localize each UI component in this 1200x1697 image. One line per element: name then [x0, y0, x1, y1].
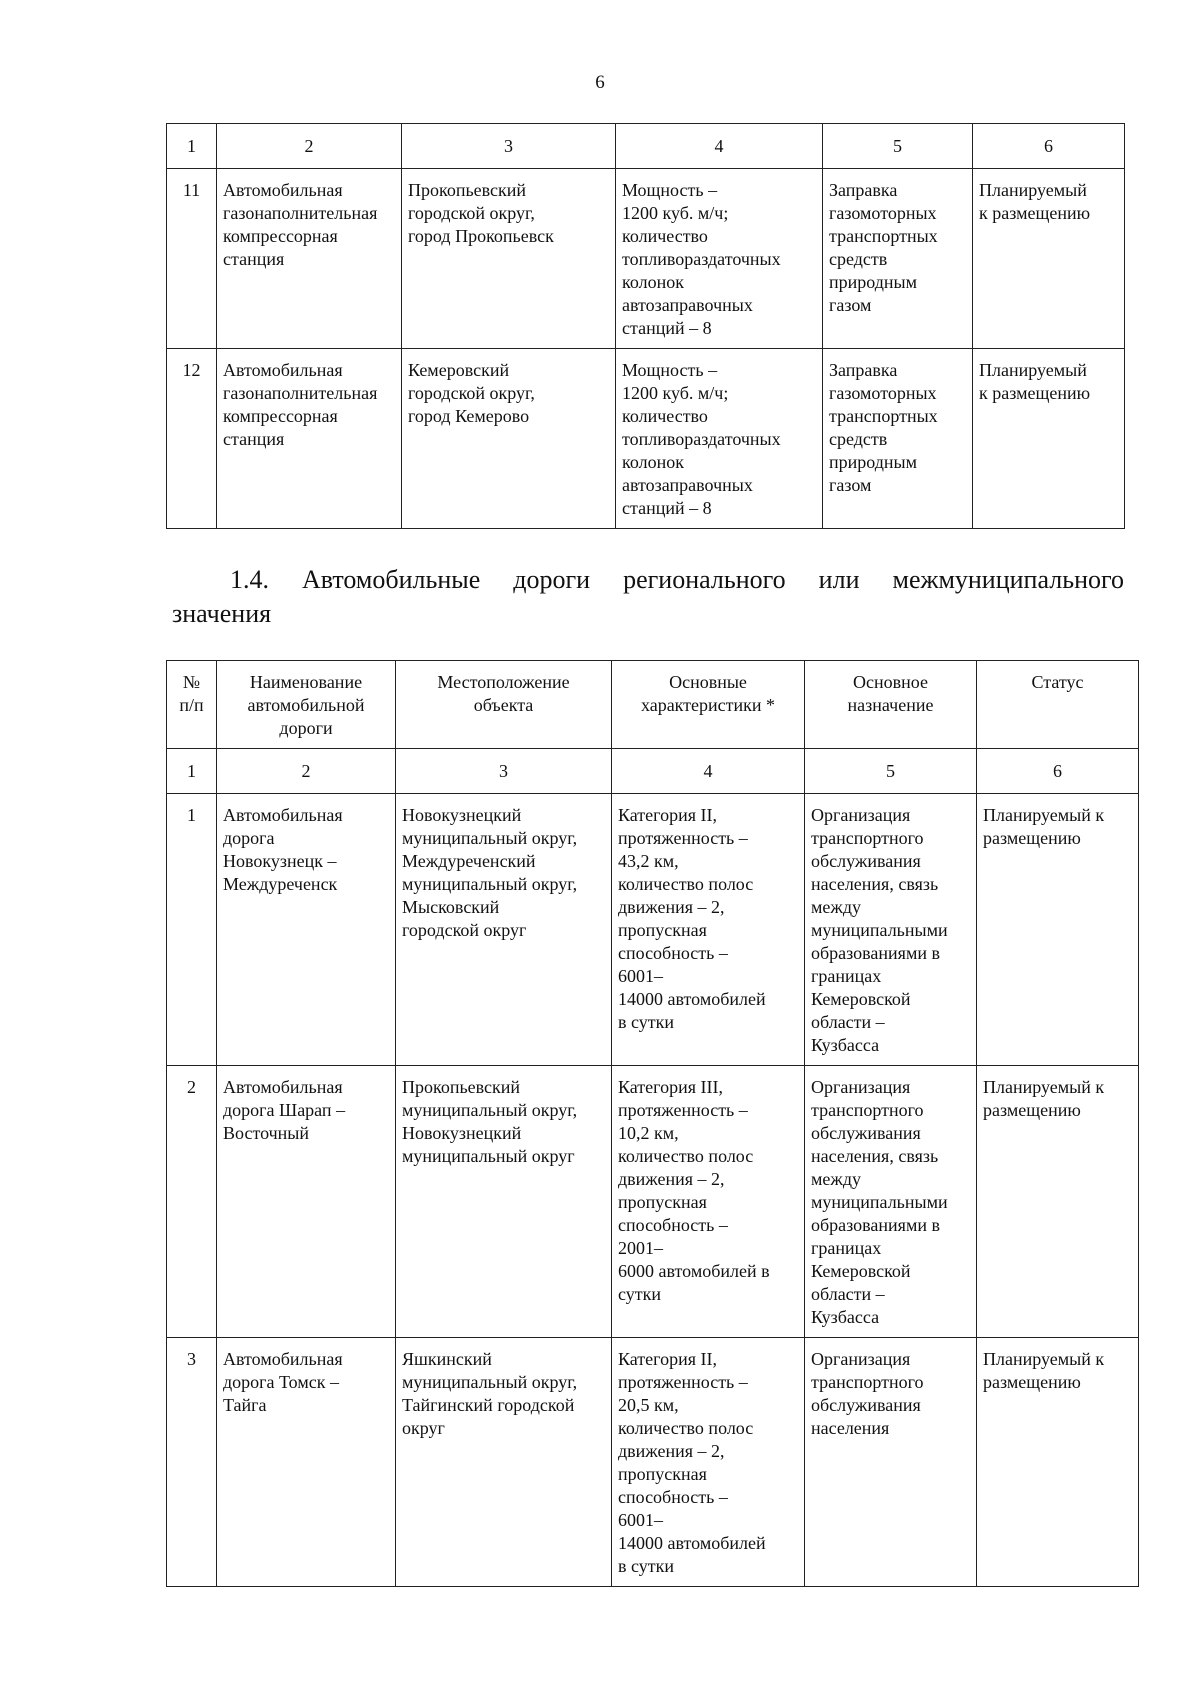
header-purpose [805, 661, 977, 749]
road-characteristics [612, 794, 805, 1066]
section-heading-line: значения [172, 599, 272, 628]
object-purpose [823, 349, 973, 529]
cell-line: способность – [618, 1487, 728, 1507]
cell-line: Кузбасса [811, 1035, 880, 1055]
cell-line: Планируемый к [983, 805, 1105, 825]
table-row [167, 1338, 1139, 1587]
cell-line: Автомобильная [223, 360, 343, 380]
cell-line: газом [829, 475, 872, 495]
cell-line: размещению [983, 1372, 1081, 1392]
column-number: 5 [823, 124, 973, 169]
cell-line: образованиями в [811, 1215, 940, 1235]
cell-line: топливораздаточных [622, 249, 781, 269]
cell-line: Тайга [223, 1395, 267, 1415]
cell-line: протяженность – [618, 1372, 748, 1392]
object-purpose [823, 169, 973, 349]
cell-line: Организация [811, 1077, 911, 1097]
cell-line: автозаправочных [622, 295, 753, 315]
road-name [217, 1338, 396, 1587]
cell-line: Планируемый [979, 360, 1087, 380]
cell-line: Наименование [249, 672, 363, 692]
road-status [977, 1338, 1139, 1587]
road-characteristics [612, 1066, 805, 1338]
cell-line: дороги [279, 718, 333, 738]
cell-line: Основные [669, 672, 747, 692]
object-status [973, 349, 1125, 529]
cell-line: населения, связь [811, 1146, 939, 1166]
cell-line: движения – 2, [618, 1441, 725, 1461]
cell-line: дорога Томск – [223, 1372, 339, 1392]
cell-line: протяженность – [618, 828, 748, 848]
cell-line: Автомобильная [223, 180, 343, 200]
row-number: 1 [167, 794, 217, 1066]
cell-line: в сутки [618, 1012, 674, 1032]
cell-line: в сутки [618, 1556, 674, 1576]
cell-line: пропускная [618, 1464, 707, 1484]
cell-line: Новокузнецкий [402, 1123, 522, 1143]
cell-line: 1200 куб. м/ч; [622, 383, 729, 403]
cell-line: Организация [811, 805, 911, 825]
cell-line: газонаполнительная [223, 203, 378, 223]
cell-line: станций – 8 [622, 318, 712, 338]
cell-line: пропускная [618, 920, 707, 940]
table-row [167, 169, 1125, 349]
cell-line: Категория II, [618, 805, 717, 825]
cell-line: Тайгинский городской [402, 1395, 575, 1415]
cell-line: транспортного [811, 1100, 924, 1120]
cell-line: Заправка [829, 360, 898, 380]
cell-line: Основное [853, 672, 928, 692]
road-purpose [805, 1066, 977, 1338]
cell-line: назначение [847, 695, 934, 715]
cell-line: дорога [223, 828, 275, 848]
cell-line: Яшкинский [402, 1349, 492, 1369]
road-status [977, 794, 1139, 1066]
cell-line: 6001– [618, 966, 663, 986]
cell-line: Категория III, [618, 1077, 723, 1097]
cell-line: 1200 куб. м/ч; [622, 203, 729, 223]
header-status [977, 661, 1139, 749]
cell-line: Междуреченск [223, 874, 338, 894]
cell-line: объекта [473, 695, 534, 715]
cell-line: газонаполнительная [223, 383, 378, 403]
cell-line: Новокузнецк – [223, 851, 337, 871]
cell-line: области – [811, 1284, 885, 1304]
cell-line: Местоположение [437, 672, 570, 692]
header-name [217, 661, 396, 749]
cell-line: топливораздаточных [622, 429, 781, 449]
column-number-row [167, 124, 1125, 169]
cell-line: Автомобильная [223, 1349, 343, 1369]
cell-line: муниципальный округ, [402, 874, 578, 894]
object-name [217, 349, 402, 529]
column-number: 5 [805, 749, 977, 794]
cell-line: между [811, 1169, 861, 1189]
header-location [396, 661, 612, 749]
column-number: 4 [616, 124, 823, 169]
cell-line: Кемеровской [811, 1261, 911, 1281]
cell-line: обслуживания [811, 1123, 921, 1143]
cell-line: Статус [1031, 672, 1084, 692]
cell-line: городской округ [402, 920, 527, 940]
cell-line: Планируемый [979, 180, 1087, 200]
cell-line: Автомобильная [223, 805, 343, 825]
road-status [977, 1066, 1139, 1338]
cell-line: Мысковский [402, 897, 500, 917]
cell-line: Мощность – [622, 360, 718, 380]
cell-line: между [811, 897, 861, 917]
cell-line: 10,2 км, [618, 1123, 679, 1143]
cell-line: характеристики * [640, 695, 776, 715]
cell-line: Заправка [829, 180, 898, 200]
cell-line: Категория II, [618, 1349, 717, 1369]
cell-line: Кузбасса [811, 1307, 880, 1327]
cell-line: городской округ, [408, 383, 535, 403]
cell-line: размещению [983, 828, 1081, 848]
header-characteristics [612, 661, 805, 749]
cell-line: станция [223, 429, 285, 449]
cell-line: средств [829, 249, 888, 269]
roads-table [166, 660, 1139, 1587]
cell-line: границах [811, 966, 882, 986]
road-purpose [805, 794, 977, 1066]
object-location [402, 169, 616, 349]
cell-line: газомоторных [829, 203, 937, 223]
road-name [217, 794, 396, 1066]
cell-line: автозаправочных [622, 475, 753, 495]
cell-line: 6000 автомобилей в [618, 1261, 770, 1281]
cell-line: к размещению [979, 203, 1091, 223]
table-row [167, 1066, 1139, 1338]
road-purpose [805, 1338, 977, 1587]
column-number: 2 [217, 749, 396, 794]
cell-line: газомоторных [829, 383, 937, 403]
column-number: 1 [167, 124, 217, 169]
cell-line: муниципальный округ, [402, 1372, 578, 1392]
table-row [167, 349, 1125, 529]
row-number: 3 [167, 1338, 217, 1587]
cell-line: город Кемерово [408, 406, 530, 426]
cell-line: движения – 2, [618, 1169, 725, 1189]
cell-line: округ [402, 1418, 445, 1438]
section-heading-line: 1.4. Автомобильные дороги регионального или межмуниципального [230, 565, 1124, 594]
section-heading [172, 563, 1124, 631]
cell-line: Мощность – [622, 180, 718, 200]
cell-line: транспортных [829, 406, 938, 426]
cell-line: колонок [622, 272, 684, 292]
cell-line: Планируемый к [983, 1349, 1105, 1369]
cell-line: границах [811, 1238, 882, 1258]
cell-line: количество полос [618, 1146, 754, 1166]
cell-line: муниципальными [811, 920, 948, 940]
cell-line: образованиями в [811, 943, 940, 963]
cell-line: городской округ, [408, 203, 535, 223]
header-num [167, 661, 217, 749]
object-characteristics [616, 169, 823, 349]
cell-line: транспортного [811, 828, 924, 848]
cell-line: пропускная [618, 1192, 707, 1212]
cell-line: способность – [618, 1215, 728, 1235]
page-number: 6 [595, 72, 605, 93]
cell-line: станций – 8 [622, 498, 712, 518]
column-number: 4 [612, 749, 805, 794]
header-row [167, 661, 1139, 749]
cell-line: компрессорная [223, 226, 338, 246]
cell-line: обслуживания [811, 1395, 921, 1415]
cell-line: 6001– [618, 1510, 663, 1530]
cell-line: Кемеровской [811, 989, 911, 1009]
cell-line: 14000 автомобилей [618, 989, 766, 1009]
cell-line: муниципальный округ, [402, 1100, 578, 1120]
cell-line: Автомобильная [223, 1077, 343, 1097]
column-number: 3 [402, 124, 616, 169]
cell-line: области – [811, 1012, 885, 1032]
object-location [402, 349, 616, 529]
cell-line: протяженность – [618, 1100, 748, 1120]
cell-line: природным [829, 452, 918, 472]
cell-line: Новокузнецкий [402, 805, 522, 825]
cell-line: средств [829, 429, 888, 449]
cell-line: дорога Шарап – [223, 1100, 346, 1120]
cell-line: 14000 автомобилей [618, 1533, 766, 1553]
cell-line: транспортных [829, 226, 938, 246]
column-number: 1 [167, 749, 217, 794]
object-name [217, 169, 402, 349]
cell-line: 2001– [618, 1238, 663, 1258]
cell-line: муниципальный округ [402, 1146, 575, 1166]
column-number: 3 [396, 749, 612, 794]
cell-line: населения [811, 1418, 890, 1438]
gas-stations-table [166, 123, 1125, 529]
road-location [396, 1338, 612, 1587]
cell-line: Междуреченский [402, 851, 536, 871]
cell-line: сутки [618, 1284, 661, 1304]
cell-line: муниципальными [811, 1192, 948, 1212]
cell-line: Восточный [223, 1123, 310, 1143]
cell-line: п/п [179, 695, 204, 715]
cell-line: к размещению [979, 383, 1091, 403]
column-number: 6 [973, 124, 1125, 169]
object-characteristics [616, 349, 823, 529]
cell-line: автомобильной [247, 695, 365, 715]
cell-line: Организация [811, 1349, 911, 1369]
cell-line: Кемеровский [408, 360, 510, 380]
cell-line: колонок [622, 452, 684, 472]
column-number: 6 [977, 749, 1139, 794]
object-status [973, 169, 1125, 349]
cell-line: размещению [983, 1100, 1081, 1120]
cell-line: город Прокопьевск [408, 226, 554, 246]
column-number-row [167, 749, 1139, 794]
table-row [167, 794, 1139, 1066]
cell-line: движения – 2, [618, 897, 725, 917]
road-location [396, 794, 612, 1066]
row-number: 2 [167, 1066, 217, 1338]
cell-line: газом [829, 295, 872, 315]
cell-line: компрессорная [223, 406, 338, 426]
cell-line: 43,2 км, [618, 851, 679, 871]
cell-line: количество [622, 226, 708, 246]
cell-line: станция [223, 249, 285, 269]
cell-line: Планируемый к [983, 1077, 1105, 1097]
cell-line: муниципальный округ, [402, 828, 578, 848]
column-number: 2 [217, 124, 402, 169]
cell-line: 20,5 км, [618, 1395, 679, 1415]
cell-line: количество полос [618, 1418, 754, 1438]
road-name [217, 1066, 396, 1338]
row-number: 11 [167, 169, 217, 349]
cell-line: количество [622, 406, 708, 426]
road-location [396, 1066, 612, 1338]
cell-line: природным [829, 272, 918, 292]
cell-line: № [182, 672, 201, 692]
cell-line: транспортного [811, 1372, 924, 1392]
cell-line: количество полос [618, 874, 754, 894]
cell-line: Прокопьевский [402, 1077, 521, 1097]
cell-line: способность – [618, 943, 728, 963]
cell-line: Прокопьевский [408, 180, 527, 200]
cell-line: обслуживания [811, 851, 921, 871]
row-number: 12 [167, 349, 217, 529]
road-characteristics [612, 1338, 805, 1587]
cell-line: населения, связь [811, 874, 939, 894]
